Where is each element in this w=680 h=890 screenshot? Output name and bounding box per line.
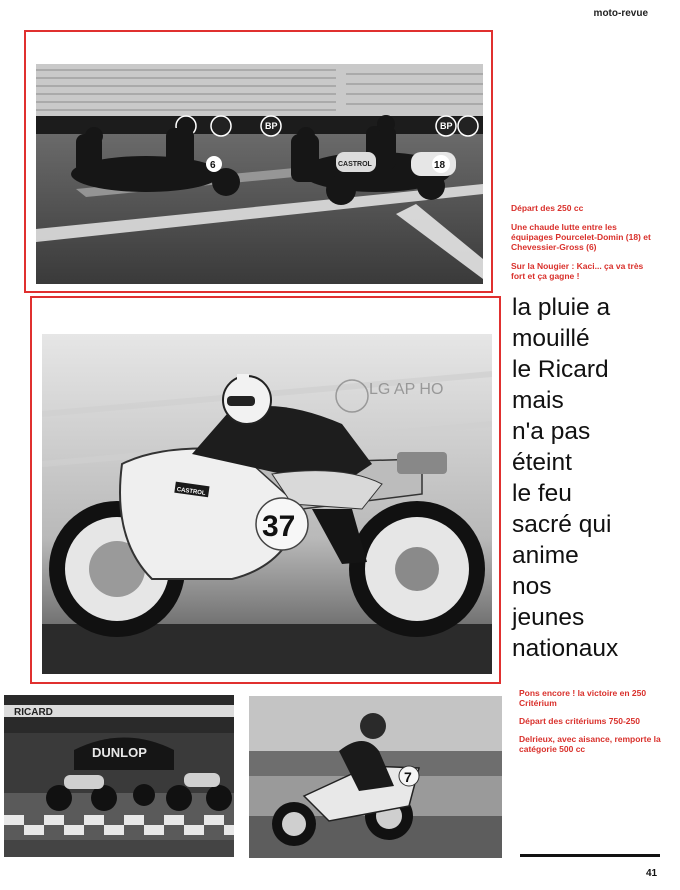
footer-rule <box>520 854 660 857</box>
caption-kaci: Sur la Nougier : Kaci... ça va très fort et ça gagne ! <box>511 261 644 281</box>
headline-line: éteint <box>512 449 572 476</box>
bottom-captions <box>519 688 664 754</box>
page-number: 41 <box>646 868 658 879</box>
caption-sidecar-battle: Une chaude lutte entre les équipages Pourcelet-Domin (18) et Chevessier-Gross (6) <box>511 222 651 252</box>
photo-bottom-right <box>249 696 502 858</box>
headline-line: sacré qui <box>512 511 612 538</box>
race-number-37: 37 <box>262 510 296 543</box>
headline-line: jeunes <box>512 604 585 631</box>
headline-line: mais <box>512 387 564 414</box>
start-photo-art <box>36 64 483 284</box>
bp-logo: BP <box>265 121 278 131</box>
caption-start-250: Départ des 250 cc <box>511 203 584 213</box>
caption-criteriums: Départ des critériums 750-250 <box>519 716 640 726</box>
bottom-right-photo-art <box>249 696 502 858</box>
rider-photo-art <box>42 334 492 674</box>
photo-start <box>36 64 483 284</box>
headline-line: le Ricard <box>512 356 609 383</box>
headline-line: le feu <box>512 480 572 507</box>
sidecar-number-6: 6 <box>210 160 216 171</box>
watermark-text: LG AP HO <box>369 381 444 398</box>
headline-line: nos <box>512 573 552 600</box>
magazine-header: moto-revue <box>593 8 648 19</box>
photo-start-frame <box>24 30 493 293</box>
fairing-sponsor: CASTROL <box>176 486 206 497</box>
photo-rider-frame <box>30 296 501 684</box>
dunlop-banner: DUNLOP <box>92 745 147 760</box>
race-number-7: 7 <box>404 769 412 785</box>
top-captions <box>511 203 651 281</box>
caption-pons: Pons encore ! la victoire en 250 Critérium <box>519 688 647 708</box>
headline <box>512 292 677 664</box>
headline-line: la pluie a <box>512 294 611 321</box>
castrol-label: CASTROL <box>338 161 372 168</box>
headline-line: nationaux <box>512 635 619 662</box>
bp-logo: BP <box>440 121 453 131</box>
headline-line: n'a pas <box>512 418 591 445</box>
ricard-sign: RICARD <box>14 707 53 718</box>
bottom-left-photo-art <box>4 695 234 857</box>
headline-line: mouillé <box>512 325 590 352</box>
headline-line: anime <box>512 542 579 569</box>
photo-bottom-left <box>4 695 234 857</box>
sidecar-number-18: 18 <box>434 160 446 171</box>
caption-delrieux: Delrieux, avec aisance, remporte la catégorie 500 cc <box>519 734 661 754</box>
photo-rider <box>42 334 492 674</box>
